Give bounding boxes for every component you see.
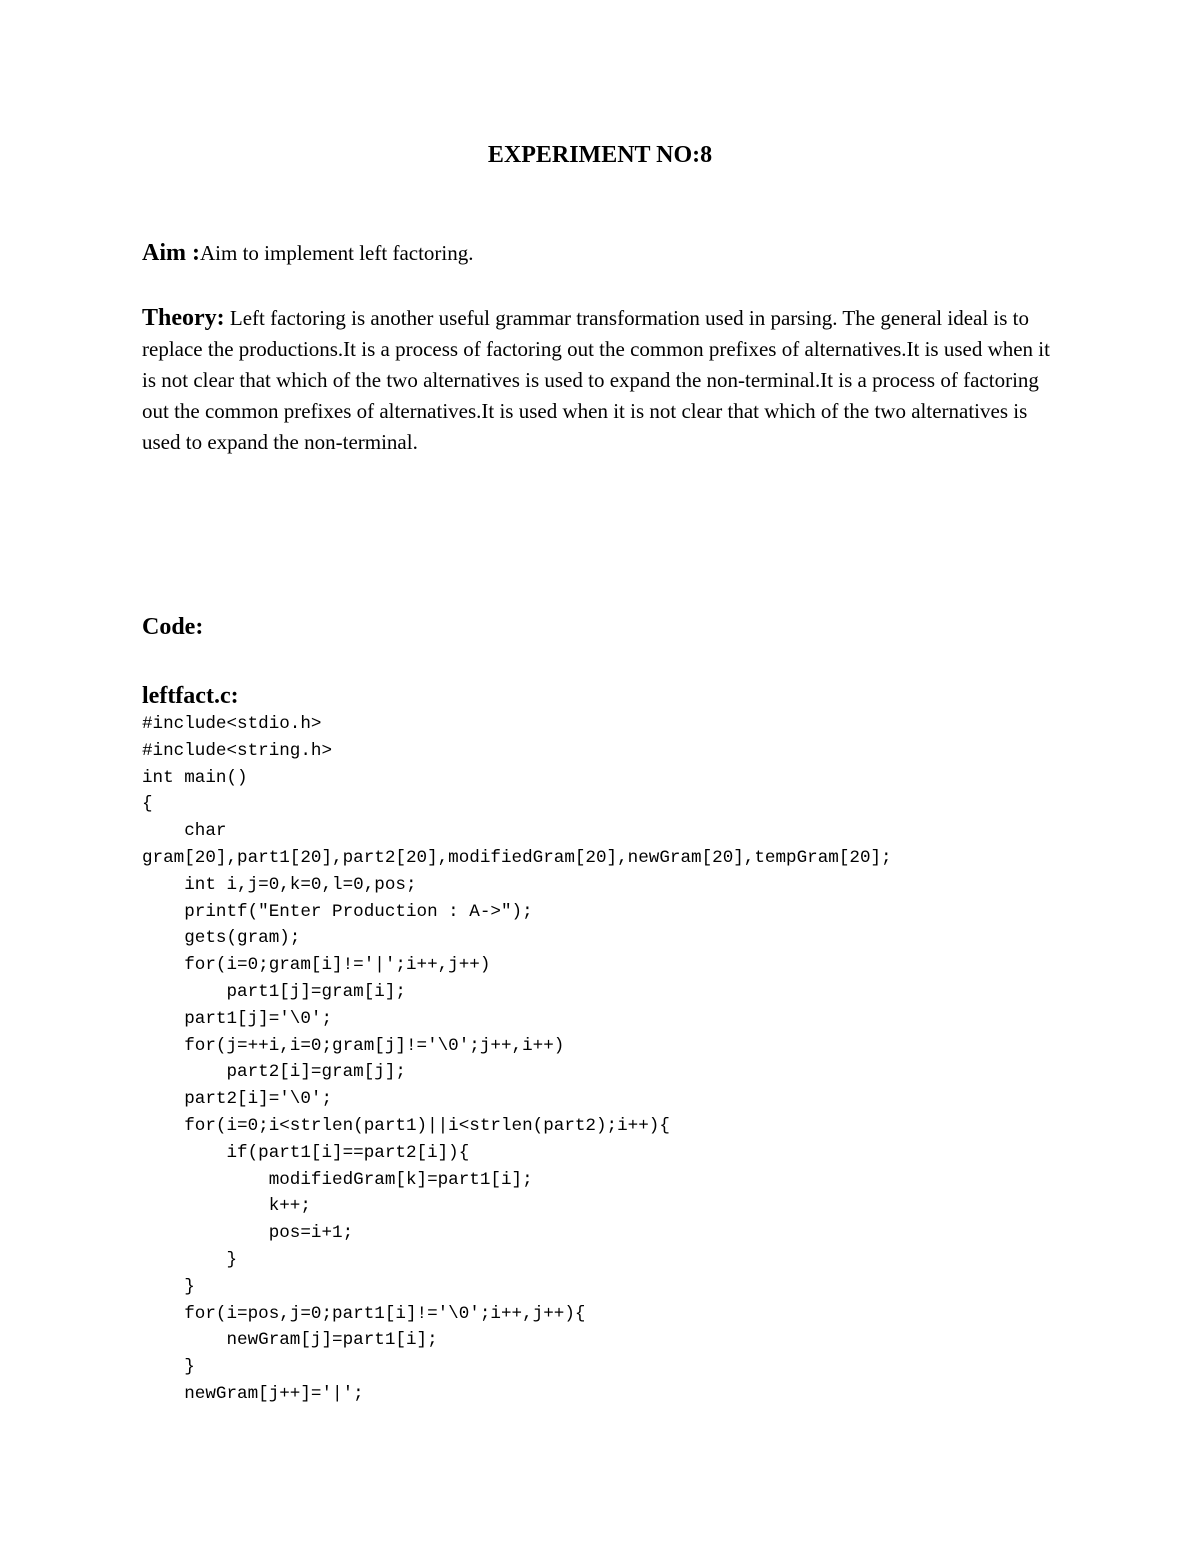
code-line: for(i=0;gram[i]!='|';i++,j++) xyxy=(142,955,491,976)
code-line: int i,j=0,k=0,l=0,pos; xyxy=(142,874,417,895)
code-line: printf("Enter Production : A->"); xyxy=(142,901,533,922)
theory-paragraph xyxy=(142,303,1062,458)
document-title: EXPERIMENT NO:8 xyxy=(487,142,713,168)
code-line: k++; xyxy=(142,1196,311,1217)
code-line: for(i=pos,j=0;part1[i]!='\0';i++,j++){ xyxy=(142,1303,586,1324)
code-line: gets(gram); xyxy=(142,928,301,949)
code-line: part2[i]='\0'; xyxy=(142,1089,333,1110)
code-line: part1[j]=gram[i]; xyxy=(142,981,406,1002)
code-heading: Code: xyxy=(142,614,204,640)
code-line: newGram[j++]='|'; xyxy=(142,1383,364,1404)
code-line: for(i=0;i<strlen(part1)||i<strlen(part2);i++){ xyxy=(142,1115,670,1136)
file-name-heading: leftfact.c: xyxy=(142,683,239,709)
code-line: for(j=++i,i=0;gram[j]!='\0';j++,i++) xyxy=(142,1035,565,1056)
code-line: } xyxy=(142,1357,195,1378)
code-line: } xyxy=(142,1276,195,1297)
code-line: newGram[j]=part1[i]; xyxy=(142,1330,438,1351)
code-line: part2[i]=gram[j]; xyxy=(142,1062,406,1083)
code-line: modifiedGram[k]=part1[i]; xyxy=(142,1169,533,1190)
code-line: if(part1[i]==part2[i]){ xyxy=(142,1142,470,1163)
aim-text: Aim to implement left factoring. xyxy=(199,241,474,265)
code-line: char xyxy=(142,821,227,842)
code-line: gram[20],part1[20],part2[20],modifiedGram[20],newGram[20],tempGram[20]; xyxy=(142,847,892,868)
code-block xyxy=(142,711,892,1408)
theory-label: Theory: xyxy=(142,305,225,331)
code-line: part1[j]='\0'; xyxy=(142,1008,333,1029)
code-line: #include<stdio.h> xyxy=(142,714,322,734)
code-line: pos=i+1; xyxy=(142,1223,354,1244)
code-line: { xyxy=(142,794,153,815)
aim-label: Aim : xyxy=(142,240,200,266)
aim-paragraph xyxy=(142,238,1062,269)
code-line: int main() xyxy=(142,767,248,788)
code-line: #include<string.h> xyxy=(142,740,333,761)
theory-text: Left factoring is another useful grammar transformation used in parsing. The general ideal is to replace the productions.It is a process of factoring out the common prefixes of alternatives.It is used when it is not clear that which of the two alternatives is used to expand the non-terminal.It is a process of factoring out the common prefixes of alternatives.It is used when it is not clear that which of the two alternatives is used to expand the non-terminal. xyxy=(142,306,1050,454)
code-line: } xyxy=(142,1249,238,1270)
